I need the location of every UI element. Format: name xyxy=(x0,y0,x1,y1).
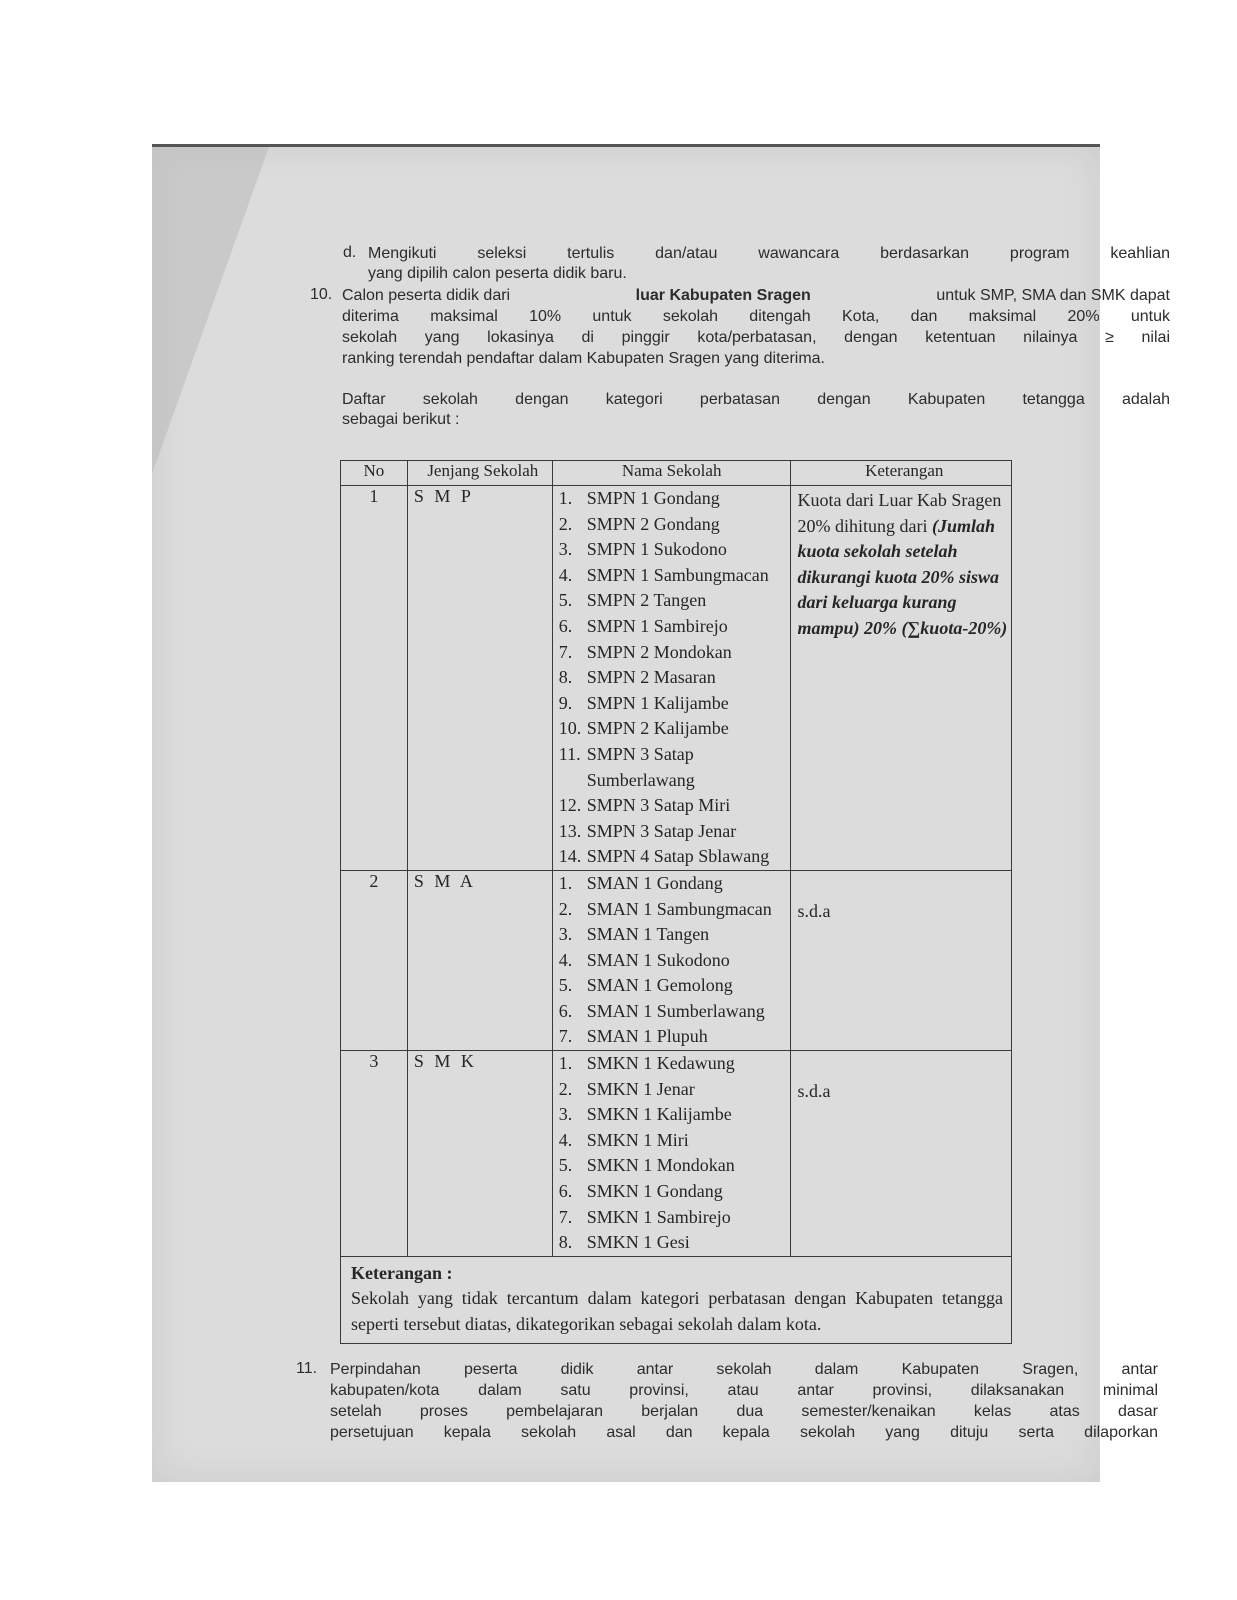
item-10-line2: diterima maksimal 10% untuk sekolah ditengah Kota, dan maksimal 20% untuk xyxy=(342,308,1170,325)
row-jenjang: S M K xyxy=(407,1051,552,1257)
list-item: 11. SMPN 3 Satap Sumberlawang xyxy=(558,743,695,790)
keterangan-cell xyxy=(791,486,1012,871)
list-item: 9. SMPN 1 Kalijambe xyxy=(558,692,729,713)
list-item: 6. SMAN 1 Sumberlawang xyxy=(558,1000,765,1021)
table-footer-row xyxy=(341,1256,1012,1343)
item-10-line1-pre: Calon peserta didik dari xyxy=(342,287,511,304)
school-list-cell xyxy=(552,870,791,1050)
keterangan-sda: s.d.a xyxy=(797,1081,831,1102)
school-list-cell xyxy=(552,1051,791,1257)
list-item: 3. SMAN 1 Tangen xyxy=(558,924,710,945)
header-no: No xyxy=(341,461,408,486)
list-item: 3. SMPN 1 Sukodono xyxy=(558,539,727,560)
keterangan-bold: (Jumlah kuota sekolah setelah dikurangi kuota 20% siswa dari keluarga kurang mampu) 20% (∑kuota-20%) xyxy=(797,515,1008,638)
item-11-line1: Perpindahan peserta didik antar sekolah dalam Kabupaten Sragen, antar xyxy=(330,1361,1158,1378)
list-item: 1. SMAN 1 Gondang xyxy=(558,872,723,893)
item-10-number: 10. xyxy=(310,286,333,303)
table-footer-cell xyxy=(341,1256,1012,1343)
list-item: 1. SMPN 1 Gondang xyxy=(558,488,720,508)
row-no: 2 xyxy=(341,870,408,1050)
item-10-line1-bold: luar Kabupaten Sragen xyxy=(635,287,811,304)
item-d-line1: Mengikuti seleksi tertulis dan/atau wawancara berdasarkan program keahlian xyxy=(368,245,1170,262)
item-10-line3: sekolah yang lokasinya di pinggir kota/perbatasan, dengan ketentuan nilainya ≥ nilai xyxy=(342,329,1170,346)
table-row-smk xyxy=(341,1051,1012,1257)
border-schools-table xyxy=(340,460,1012,1344)
list-intro-line1: Daftar sekolah dengan kategori perbatasan dengan Kabupaten tetangga adalah xyxy=(342,391,1170,408)
keterangan-cell xyxy=(791,870,1012,1050)
list-item: 8. SMKN 1 Gesi xyxy=(558,1232,690,1253)
item-10-line4: ranking terendah pendaftar dalam Kabupaten Sragen yang diterima. xyxy=(342,350,825,367)
list-item: 7. SMPN 2 Mondokan xyxy=(558,641,732,662)
page-fold-shadow xyxy=(152,144,270,474)
item-11-number: 11. xyxy=(296,1360,318,1377)
list-intro-line2: sebagai berikut : xyxy=(342,411,460,428)
school-list-cell xyxy=(552,486,791,871)
school-list xyxy=(553,486,791,870)
keterangan-sda: s.d.a xyxy=(797,900,831,921)
list-item: 10. SMPN 2 Kalijambe xyxy=(558,718,729,739)
scanned-page xyxy=(152,144,1170,1482)
list-item: 5. SMAN 1 Gemolong xyxy=(558,975,733,996)
list-item: 2. SMPN 2 Gondang xyxy=(558,513,720,534)
header-jenjang: Jenjang Sekolah xyxy=(407,461,552,486)
list-item: 4. SMKN 1 Miri xyxy=(558,1129,689,1150)
school-list xyxy=(553,871,791,1050)
list-item: 8. SMPN 2 Masaran xyxy=(558,667,716,688)
keterangan-cell xyxy=(791,1051,1012,1257)
item-d-marker: d. xyxy=(343,244,357,261)
item-10-line1-post: untuk SMP, SMA dan SMK dapat xyxy=(936,287,1170,304)
item-11-line4: persetujuan kepala sekolah asal dan kepala sekolah yang dituju serta dilaporkan xyxy=(330,1424,1158,1441)
list-item: 2. SMAN 1 Sambungmacan xyxy=(558,898,772,919)
row-jenjang: S M A xyxy=(407,870,552,1050)
list-item: 3. SMKN 1 Kalijambe xyxy=(558,1104,732,1125)
item-d-line2: yang dipilih calon peserta didik baru. xyxy=(368,265,627,282)
item-10-line1 xyxy=(342,286,1170,305)
list-item: 14. SMPN 4 Satap Sblawang xyxy=(558,846,770,867)
list-item: 1. SMKN 1 Kedawung xyxy=(558,1053,735,1074)
list-item: 4. SMPN 1 Sambungmacan xyxy=(558,564,769,585)
page-top-edge xyxy=(152,144,1100,147)
list-item: 5. SMPN 2 Tangen xyxy=(558,590,707,611)
school-list xyxy=(553,1051,791,1256)
list-item: 5. SMKN 1 Mondokan xyxy=(558,1155,735,1176)
list-item: 4. SMAN 1 Sukodono xyxy=(558,949,730,970)
list-item: 13. SMPN 3 Satap Jenar xyxy=(558,820,737,841)
keterangan-text xyxy=(797,488,1011,642)
header-keterangan: Keterangan xyxy=(791,461,1012,486)
keterangan-plain: Kuota dari Luar Kab Sragen 20% dihitung dari xyxy=(797,490,1002,536)
row-no: 1 xyxy=(341,486,408,871)
item-11-line3: setelah proses pembelajaran berjalan dua semester/kenaikan kelas atas dasar xyxy=(330,1403,1158,1420)
list-item: 7. SMAN 1 Plupuh xyxy=(558,1026,708,1047)
row-jenjang: S M P xyxy=(407,486,552,871)
table-row-sma xyxy=(341,870,1012,1050)
list-item: 2. SMKN 1 Jenar xyxy=(558,1078,695,1099)
table-header-row xyxy=(341,461,1012,486)
item-11-line2: kabupaten/kota dalam satu provinsi, atau antar provinsi, dilaksanakan minimal xyxy=(330,1382,1158,1399)
footer-title: Keterangan : xyxy=(351,1262,453,1283)
list-item: 6. SMKN 1 Gondang xyxy=(558,1181,723,1202)
row-no: 3 xyxy=(341,1051,408,1257)
header-nama-sekolah: Nama Sekolah xyxy=(552,461,791,486)
list-item: 12. SMPN 3 Satap Miri xyxy=(558,795,731,816)
table-row-smp xyxy=(341,486,1012,871)
footer-text: Sekolah yang tidak tercantum dalam kategori perbatasan dengan Kabupaten tetangga seperti tersebut diatas, dikategorikan sebagai sekolah dalam kota. xyxy=(351,1287,1003,1334)
list-item: 6. SMPN 1 Sambirejo xyxy=(558,615,728,636)
list-item: 7. SMKN 1 Sambirejo xyxy=(558,1206,731,1227)
